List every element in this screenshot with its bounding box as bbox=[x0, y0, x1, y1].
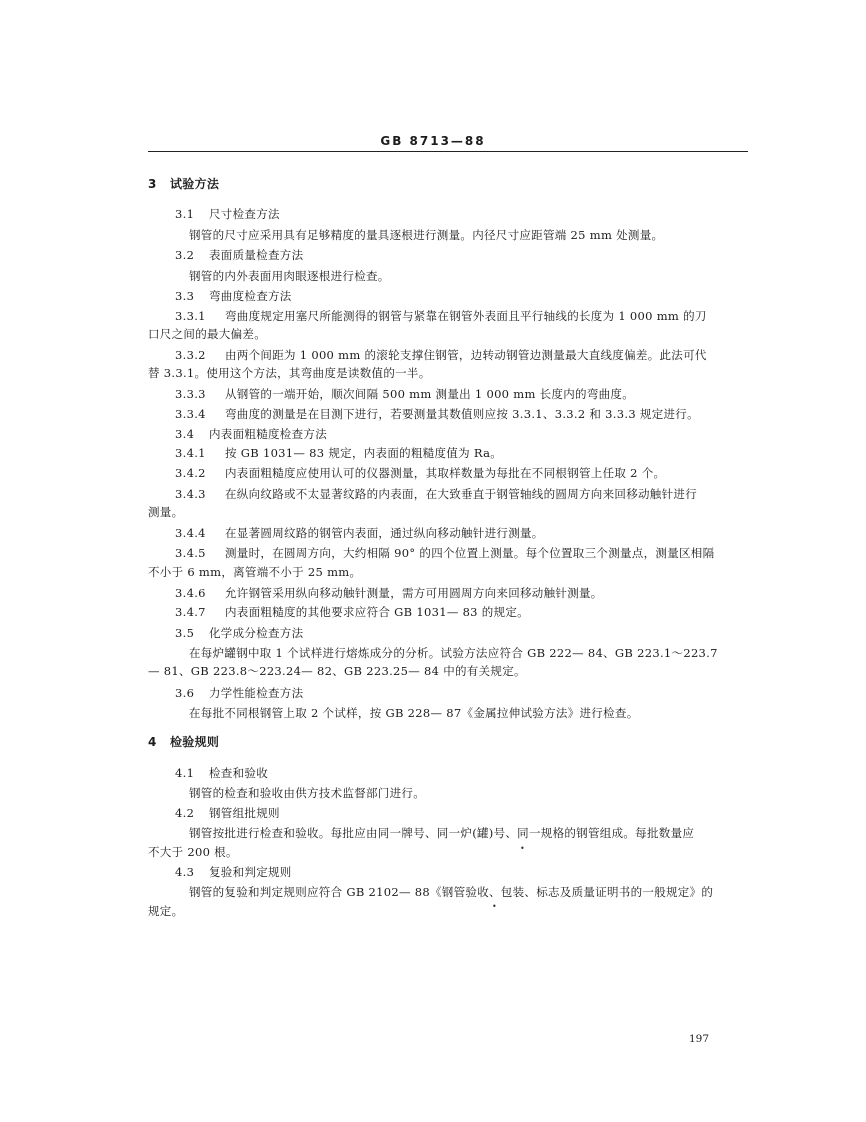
clause-number: 4.1 bbox=[175, 766, 195, 780]
clause-3-4-3 bbox=[175, 487, 697, 501]
clause-3-3-4 bbox=[175, 407, 699, 421]
clause-text: 弯曲度规定用塞尺所能测得的钢管与紧靠在钢管外表面且平行轴线的长度为 1 000 mm 的刀 bbox=[225, 309, 707, 323]
header-rule bbox=[148, 151, 748, 152]
paragraph-line: 不小于 6 mm，离管端不小于 25 mm。 bbox=[148, 565, 362, 579]
clause-3-4-2 bbox=[175, 466, 665, 480]
clause-title: 化学成分检查方法 bbox=[209, 626, 304, 640]
clause-3-4-1 bbox=[175, 446, 502, 460]
paragraph-line: 钢管的检查和验收由供方技术监督部门进行。 bbox=[189, 786, 425, 800]
clause-title: 尺寸检查方法 bbox=[209, 207, 280, 221]
clause-number: 3.3.2 bbox=[175, 348, 206, 362]
clause-4-1 bbox=[175, 766, 268, 780]
clause-number: 4.2 bbox=[175, 806, 195, 820]
clause-3-3-3 bbox=[175, 387, 634, 401]
clause-text: 允许钢管采用纵向移动触针测量，需方可用圆周方向来回移动触针测量。 bbox=[225, 586, 603, 600]
clause-title: 力学性能检查方法 bbox=[209, 686, 304, 700]
clause-title: 钢管组批规则 bbox=[209, 806, 280, 820]
clause-3-3 bbox=[175, 289, 292, 303]
clause-number: 4.3 bbox=[175, 865, 195, 879]
paragraph-line: 测量。 bbox=[148, 505, 184, 519]
clause-number: 3.4 bbox=[175, 427, 195, 441]
clause-text: 内表面粗糙度的其他要求应符合 GB 1031— 83 的规定。 bbox=[225, 605, 529, 619]
clause-number: 3.6 bbox=[175, 686, 195, 700]
clause-title: 表面质量检查方法 bbox=[209, 248, 304, 262]
clause-number: 3.4.3 bbox=[175, 487, 206, 501]
clause-number: 3.4.6 bbox=[175, 586, 206, 600]
clause-3-4-7 bbox=[175, 605, 529, 619]
clause-number: 3.3.3 bbox=[175, 387, 206, 401]
scan-speck: • bbox=[492, 902, 497, 911]
page-number: 197 bbox=[689, 1033, 710, 1045]
clause-number: 3.3.4 bbox=[175, 407, 206, 421]
clause-3-1 bbox=[175, 207, 280, 221]
paragraph-line: 钢管的复验和判定规则应符合 GB 2102— 88《钢管验收、包装、标志及质量证明书的一般规定》的 bbox=[189, 885, 714, 899]
clause-title: 弯曲度检查方法 bbox=[209, 289, 292, 303]
clause-3-3-2 bbox=[175, 348, 707, 362]
clause-3-2 bbox=[175, 248, 303, 262]
clause-3-4-5 bbox=[175, 546, 714, 560]
paragraph-line: 口尺之间的最大偏差。 bbox=[148, 327, 266, 341]
section-3-heading bbox=[148, 177, 219, 191]
clause-number: 3.4.4 bbox=[175, 526, 206, 540]
paragraph-line: 钢管的内外表面用肉眼逐根进行检查。 bbox=[189, 269, 390, 283]
clause-number: 3.3 bbox=[175, 289, 195, 303]
clause-number: 3.4.2 bbox=[175, 466, 206, 480]
clause-number: 3.1 bbox=[175, 207, 195, 221]
clause-title: 复验和判定规则 bbox=[209, 865, 292, 879]
clause-3-4 bbox=[175, 427, 327, 441]
paragraph-line: — 81、GB 223.8～223.24— 82、GB 223.25— 84 中的有关规定。 bbox=[148, 664, 526, 678]
paragraph-line: 替 3.3.1。使用这个方法，其弯曲度是读数值的一半。 bbox=[148, 366, 431, 380]
paragraph-line: 在每批不同根钢管上取 2 个试样，按 GB 228— 87《金属拉伸试验方法》进行检查。 bbox=[189, 706, 639, 720]
clause-title: 内表面粗糙度检查方法 bbox=[209, 427, 327, 441]
paragraph-line: 不大于 200 根。 bbox=[148, 845, 238, 859]
page-header-doc-code: GB 8713—88 bbox=[380, 134, 486, 148]
section-number: 4 bbox=[148, 735, 157, 749]
clause-number: 3.3.1 bbox=[175, 309, 206, 323]
clause-text: 内表面粗糙度应使用认可的仪器测量，其取样数量为每批在不同根钢管上任取 2 个。 bbox=[225, 466, 666, 480]
clause-number: 3.5 bbox=[175, 626, 195, 640]
clause-4-2 bbox=[175, 806, 280, 820]
clause-3-4-4 bbox=[175, 526, 544, 540]
paragraph-line: 在每炉罐钢中取 1 个试样进行熔炼成分的分析。试验方法应符合 GB 222— 84、GB 223.1～223.7 bbox=[189, 646, 718, 660]
clause-3-3-1 bbox=[175, 309, 707, 323]
clause-number: 3.2 bbox=[175, 248, 195, 262]
clause-text: 弯曲度的测量是在目测下进行，若要测量其数值则应按 3.3.1、3.3.2 和 3.3.3 规定进行。 bbox=[225, 407, 699, 421]
paragraph-line: 钢管按批进行检查和验收。每批应由同一牌号、同一炉(罐)号、同一规格的钢管组成。每批数量应 bbox=[189, 826, 695, 840]
section-title: 试验方法 bbox=[170, 177, 220, 191]
clause-number: 3.4.5 bbox=[175, 546, 206, 560]
paragraph-line: 规定。 bbox=[148, 904, 184, 918]
clause-3-6 bbox=[175, 686, 303, 700]
paragraph-line: 钢管的尺寸应采用具有足够精度的量具逐根进行测量。内径尺寸应距管端 25 mm 处测量。 bbox=[189, 228, 664, 242]
clause-text: 按 GB 1031— 83 规定，内表面的粗糙度值为 Ra。 bbox=[225, 446, 503, 460]
section-title: 检验规则 bbox=[170, 735, 220, 749]
section-4-heading bbox=[148, 735, 219, 749]
clause-text: 在显著圆周纹路的钢管内表面，通过纵向移动触针进行测量。 bbox=[225, 526, 544, 540]
clause-number: 3.4.7 bbox=[175, 605, 206, 619]
section-number: 3 bbox=[148, 177, 157, 191]
clause-text: 由两个间距为 1 000 mm 的滚轮支撑住钢管，边转动钢管边测量最大直线度偏差。此法可代 bbox=[225, 348, 707, 362]
clause-3-4-6 bbox=[175, 586, 603, 600]
clause-3-5 bbox=[175, 626, 303, 640]
clause-4-3 bbox=[175, 865, 292, 879]
clause-text: 从钢管的一端开始，顺次间隔 500 mm 测量出 1 000 mm 长度内的弯曲度。 bbox=[225, 387, 635, 401]
clause-number: 3.4.1 bbox=[175, 446, 206, 460]
clause-text: 测量时，在圆周方向，大约相隔 90° 的四个位置上测量。每个位置取三个测量点，测量区相隔 bbox=[225, 546, 715, 560]
clause-text: 在纵向纹路或不太显著纹路的内表面，在大致垂直于钢管轴线的圆周方向来回移动触针进行 bbox=[225, 487, 697, 501]
scan-speck: • bbox=[520, 844, 525, 853]
clause-title: 检查和验收 bbox=[209, 766, 268, 780]
